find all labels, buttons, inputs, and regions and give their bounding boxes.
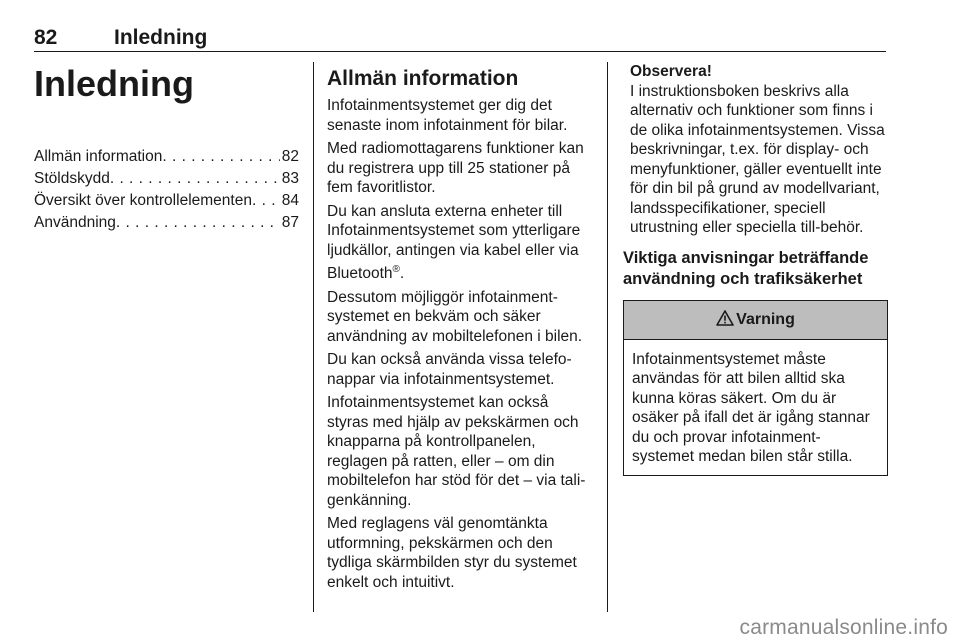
bluetooth-paragraph-text: Du kan ansluta externa enheter till Infotainmentsystemet som ytterligare ljudkällor, antingen via kabel eller via Bluetooth (327, 202, 581, 283)
toc-entry-label: Översikt över kontrollelementen (34, 192, 252, 209)
toc-entry-label: Stöldskydd (34, 170, 110, 187)
toc-entry-label: Allmän information (34, 148, 163, 165)
body-paragraph (327, 202, 593, 284)
chapter-column (34, 62, 299, 234)
toc-entry-page: 87 (281, 214, 299, 231)
registered-mark: ® (392, 264, 400, 275)
toc-entry-label: Användning (34, 214, 116, 231)
note-block (623, 62, 888, 238)
toc-entry[interactable] (34, 168, 299, 190)
warning-body (624, 340, 887, 475)
toc-leader-dots (252, 190, 280, 212)
notes-column (623, 62, 888, 476)
note-text: I instruktionsboken beskrivs alla alternativ och funktioner som finns i de olika infotainmentsystemen. Vissa beskrivningar, t.ex. för display- och menyfunktioner, gäller eventuellt inte för din bil på grund av modellvariant, landsspecifikationer, speciell utrustning eller speciella till-behör. (630, 82, 885, 236)
warning-triangle-icon (716, 310, 734, 326)
general-information-column (327, 62, 593, 596)
column-divider-right (607, 62, 608, 612)
section-title-safety: Viktiga anvisningar beträffande användning och trafiksäkerhet (623, 248, 869, 288)
toc-leader-dots (162, 146, 279, 168)
toc-entry[interactable] (34, 190, 299, 212)
body-paragraph: Dessutom möjliggör infotainment-systemet en bekväm och säker användning av mobiltelefonen i bilen. (327, 288, 583, 345)
header-rule (34, 51, 886, 52)
paragraph-period: . (399, 265, 405, 283)
running-header-title: Inledning (114, 26, 208, 49)
toc-entry-page: 84 (281, 192, 299, 209)
watermark: carmanualsonline.info (739, 616, 948, 639)
body-paragraph: Du kan också använda vissa telefo-nappar via infotainmentsystemet. (327, 351, 572, 388)
toc-leader-dots (110, 168, 280, 190)
warning-text: Infotainmentsystemet måste användas för att bilen alltid ska kunna köras säkert. Om du är osäker på ifall det är igång stannar du och provar infotainment-systemet medan bilen står stilla. (632, 350, 870, 465)
warning-label: Varning (736, 310, 795, 328)
toc-leader-dots (116, 212, 280, 234)
body-paragraph: Med radiomottagarens funktioner kan du registrera upp till 25 stationer på fem favoritlistor. (327, 140, 584, 196)
toc-entry[interactable] (34, 212, 299, 234)
section-title-general: Allmän information (327, 67, 519, 90)
toc-entry[interactable] (34, 146, 299, 168)
toc-entry-page: 82 (281, 148, 299, 165)
body-paragraph: Infotainmentsystemet kan också styras med hjälp av pekskärmen och knapparna på kontrollpanelen, reglagen på ratten, eller – om din mobiltelefon har stöd för det – via tali-genkänning. (327, 394, 586, 509)
toc-entry-page: 83 (281, 170, 299, 187)
page-number: 82 (34, 26, 58, 49)
page-header (34, 26, 886, 50)
note-title: Observera! (630, 63, 712, 80)
warning-box (623, 300, 888, 476)
body-paragraph: Infotainmentsystemet ger dig det senaste inom infotainment för bilar. (327, 97, 568, 134)
table-of-contents (34, 146, 299, 234)
chapter-title: Inledning (34, 63, 194, 104)
column-divider-left (313, 62, 314, 612)
warning-header (624, 301, 887, 340)
body-paragraph: Med reglagens väl genomtänkta utformning, pekskärmen och den tydliga skärmbilden styr du systemet enkelt och intuitivt. (327, 515, 577, 591)
